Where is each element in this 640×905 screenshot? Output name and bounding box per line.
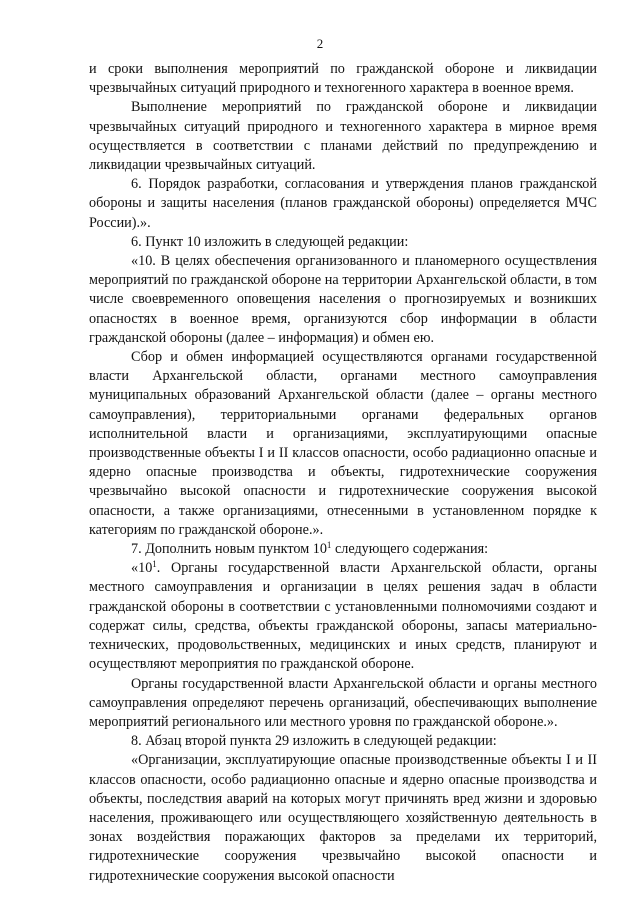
paragraph-11: «Организации, эксплуатирующие опасные производственные объекты I и II классов опасности, особо радиационно опасные и ядерно опасные производства и объекты, последствия аварий на которых могут причинять вред жизни и здоровью населения, проживающего или осуществляющего хозяйственную деятельность в зонах воздействия поражающих факторов за пределами их территорий, гидротехнические сооружения чрезвычайно высокой опасности и гидротехнические сооружения высокой опасности	[89, 752, 597, 884]
paragraph-1: и сроки выполнения мероприятий по гражданской обороне и ликвидации чрезвычайных ситуаций природного и техногенного характера в военное время.	[89, 61, 597, 97]
superscript: 1	[326, 540, 332, 551]
document-body	[89, 60, 597, 886]
paragraph-8-end: . Органы государственной власти Архангельской области, органы местного самоуправления и организации в целях решения задач в области гражданской обороны в соответствии с установленными полномочиями создают и содержат силы, средства, объекты гражданской обороны, запасы материально-технических, продовольственных, медицинских и иных средств, планируют и осуществляют мероприятия по гражданской обороне.	[89, 560, 597, 673]
paragraph-8-start: «10	[131, 560, 153, 577]
paragraph-10: 8. Абзац второй пункта 29 изложить в следующей редакции:	[131, 733, 497, 750]
paragraph-2: Выполнение мероприятий по гражданской обороне и ликвидации чрезвычайных ситуаций природного и техногенного характера в мирное время осуществляется в соответствии с планами действий по предупреждению и ликвидации чрезвычайных ситуаций.	[89, 99, 597, 174]
paragraph-4: 6. Пункт 10 изложить в следующей редакции:	[131, 233, 409, 250]
paragraph-7-end: следующего содержания:	[331, 541, 489, 558]
paragraph-3: 6. Порядок разработки, согласования и утверждения планов гражданской обороны и защиты населения (планов гражданской обороны) определяется МЧС России).».	[89, 176, 597, 231]
paragraph-5: «10. В целях обеспечения организованного и планомерного осуществления мероприятий по гражданской обороне на территории Архангельской области, в том числе своевременного оповещения населения о прогнозируемых и возникших опасностях в военное время, организуются сбор информации в области гражданской обороны (далее – информация) и обмен ею.	[89, 253, 597, 346]
paragraph-7	[89, 540, 597, 559]
superscript: 1	[152, 559, 157, 570]
paragraph-7-start: 7. Дополнить новым пунктом 10	[131, 541, 327, 558]
paragraph-8	[89, 559, 597, 674]
page-number: 2	[316, 36, 324, 51]
paragraph-9: Органы государственной власти Архангельской области и органы местного самоуправления определяют перечень организаций, обеспечивающих выполнение мероприятий регионального или местного уровня по гражданской обороне.».	[89, 675, 597, 730]
paragraph-6: Сбор и обмен информацией осуществляются органами государственной власти Архангельской области, органами местного самоуправления муниципальных образований Архангельской области (далее – органы местного самоуправления), территориальными органами федеральных органов исполнительной власти и организациями, эксплуатирующими опасные производственные объекты I и II классов опасности, особо радиационно опасные и ядерно опасные производства и объекты, гидротехнические сооружения чрезвычайно высокой опасности и гидротехнические сооружения высокой опасности, а также организациями, отнесенными в установленном порядке к категориям по гражданской обороне.».	[89, 349, 597, 538]
